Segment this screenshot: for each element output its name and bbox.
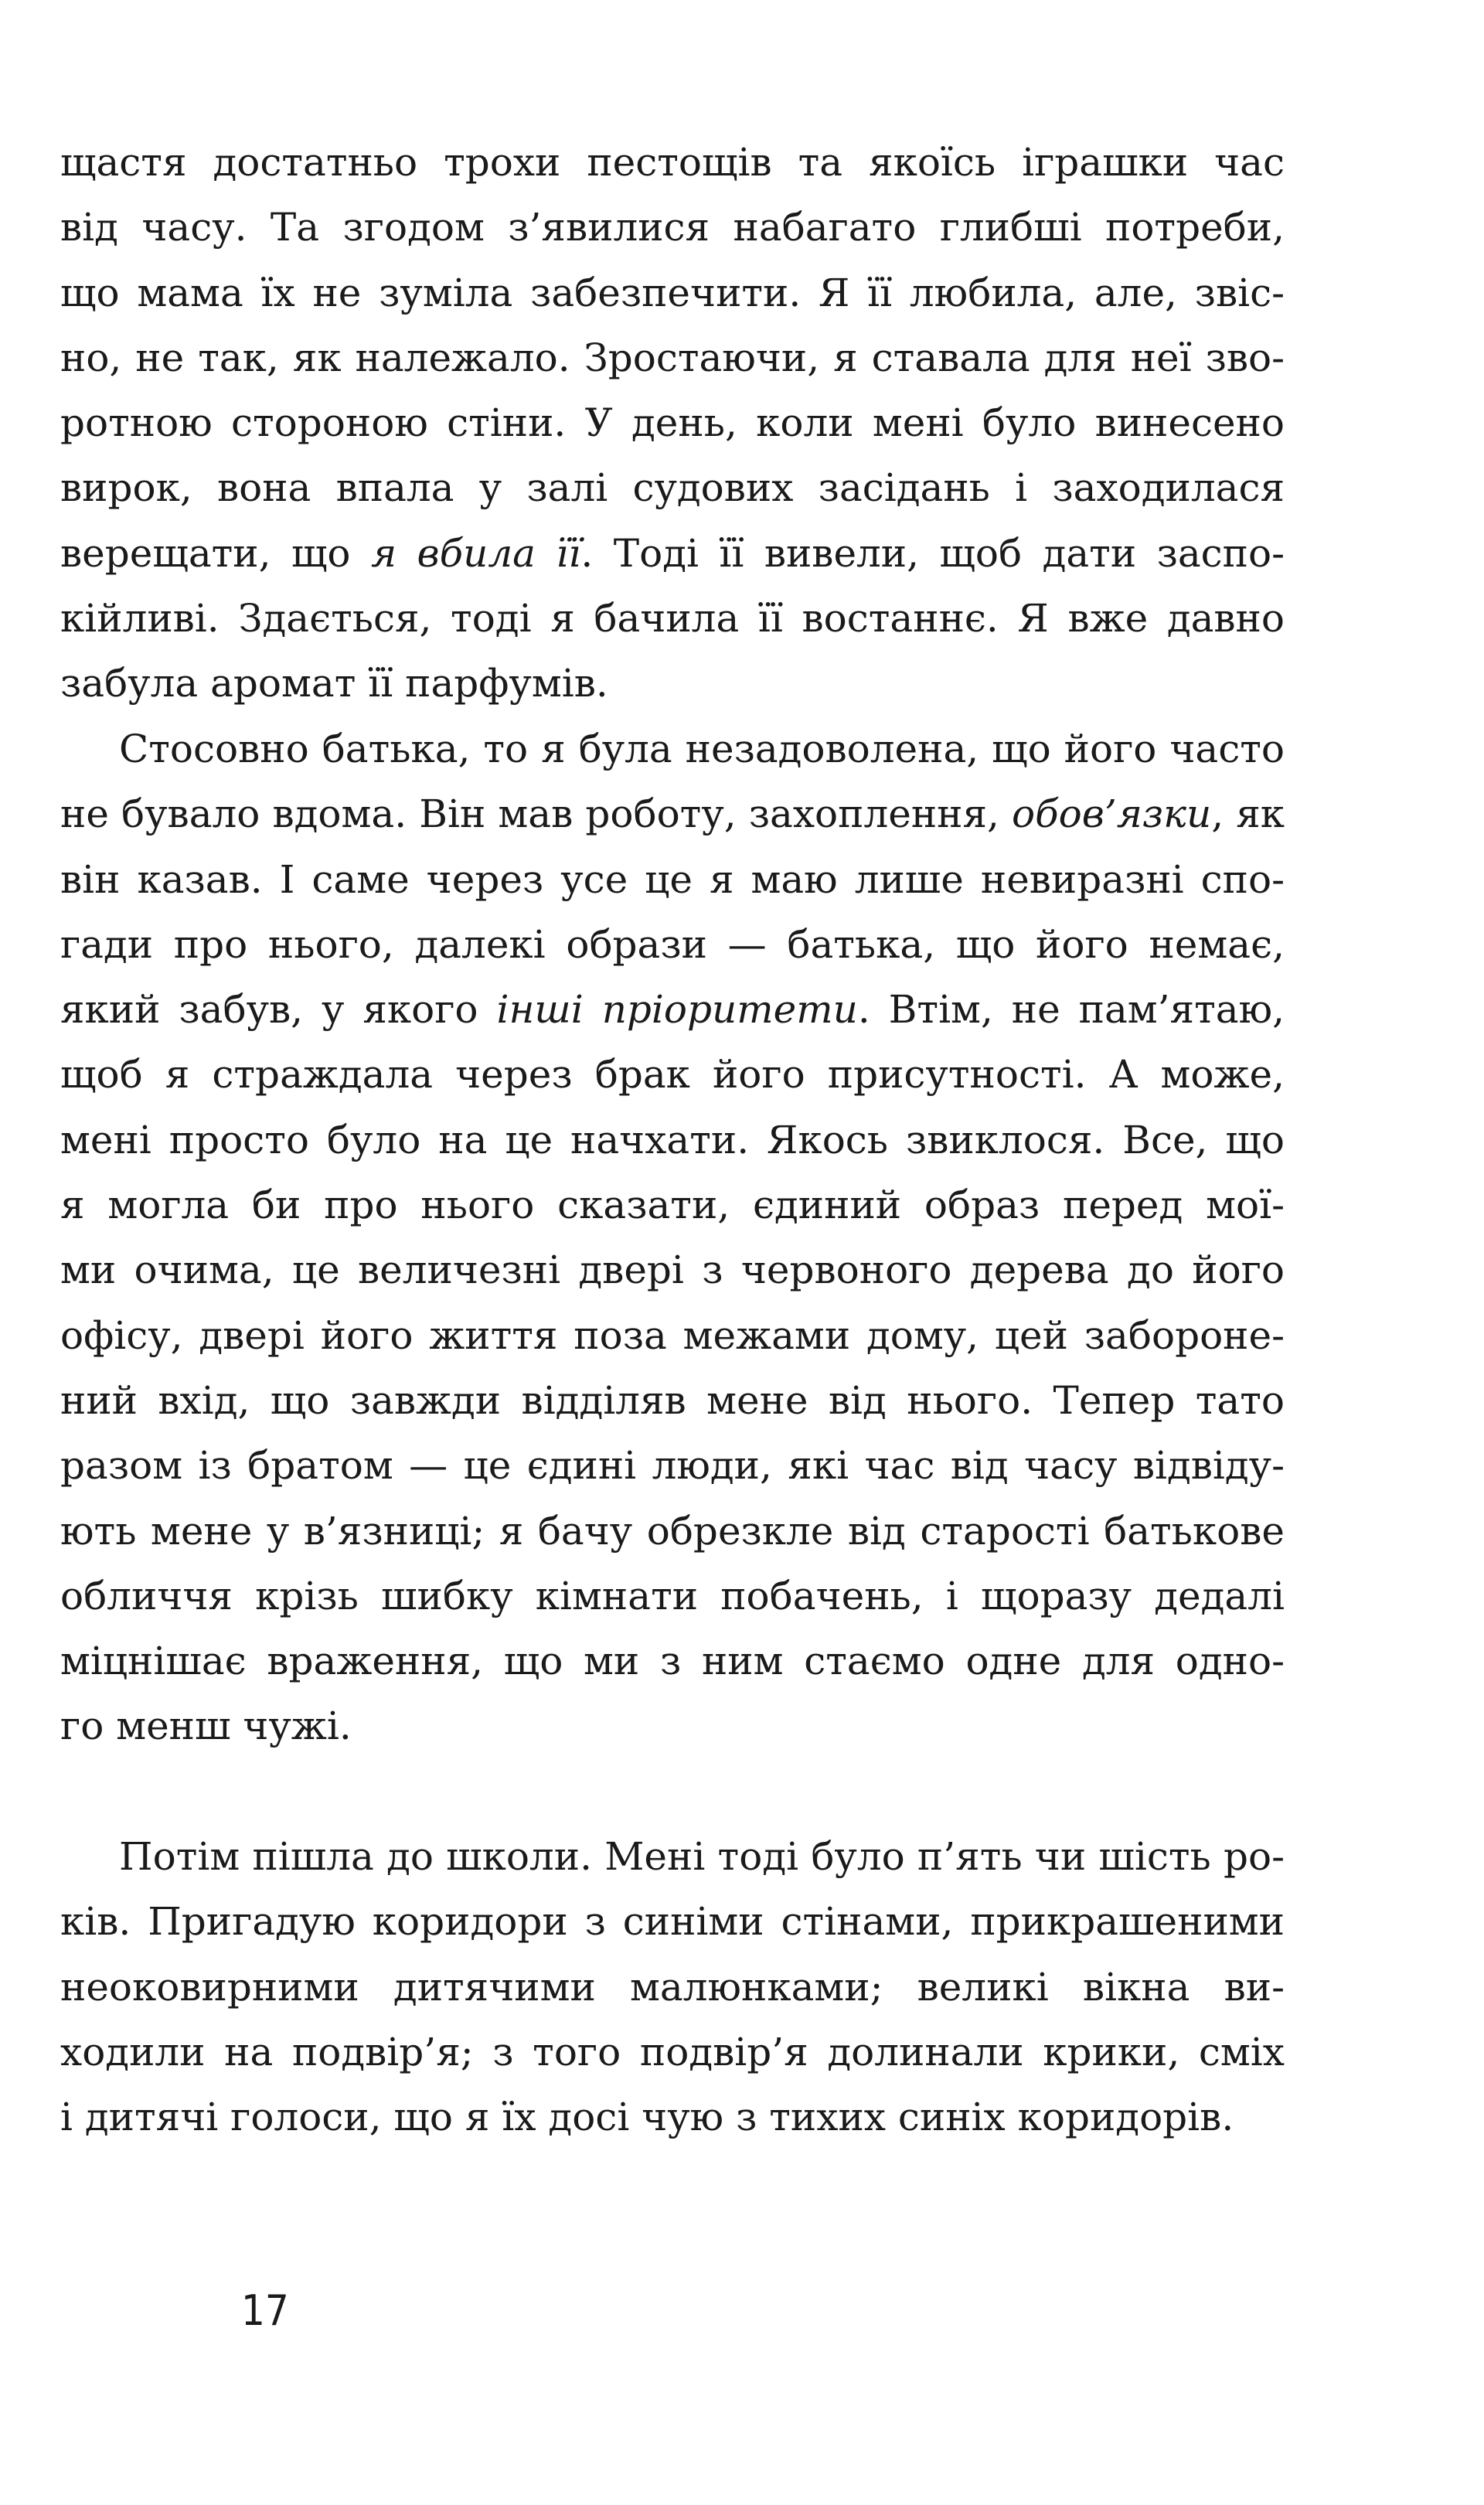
text-segment: не бувало вдома. Він мав роботу, захоплення, [60, 791, 1013, 837]
text-line: ротною стороною стіни. У день, коли мені було винесено [60, 400, 1285, 446]
text-line: ють мене у в’язниці; я бачу обрезкле від старості батькове [60, 1508, 1285, 1554]
text-line: го менш чужі. [60, 1703, 352, 1749]
text-line: ходили на подвір’я; з того подвір’я долинали крики, сміх [60, 2029, 1285, 2074]
text-segment: . Тоді її вивели, щоб дати заспо- [580, 530, 1285, 576]
page-number: 17 [241, 2286, 289, 2335]
text-line: Стосовно батька, то я була незадоволена, що його часто [119, 727, 1285, 771]
text-line: неоковирними дитячими малюнками; великі вікна ви- [60, 1964, 1285, 2010]
text-line: но, не так, як належало. Зростаючи, я ставала для неї зво- [60, 335, 1285, 380]
text-line: ми очима, це величезні двері з червоного дерева до його [60, 1247, 1285, 1293]
text-line: від часу. Та згодом з’явилися набагато глибші потреби, [60, 205, 1285, 250]
text-segment: який забув, у якого [60, 987, 497, 1033]
paragraph-mother [60, 130, 1285, 716]
text-line [60, 781, 1285, 846]
text-line: я могла би про нього сказати, єдиний образ перед мої- [60, 1183, 1285, 1228]
text-line: ків. Пригадую коридори з синіми стінами, прикрашеними [60, 1899, 1285, 1945]
text-line: щоб я страждала через брак його присутності. А може, [60, 1052, 1285, 1098]
text-line: вирок, вона впала у залі судових засідань і заходилася [60, 465, 1285, 511]
text-line: ний вхід, що завжди відділяв мене від нього. Тепер тато [60, 1377, 1285, 1423]
text-segment: . Втім, не пам’ятаю, [857, 987, 1285, 1033]
paragraph-school [60, 1824, 1285, 2149]
text-line: він казав. І саме через усе це я маю лише невиразні спо- [60, 856, 1285, 902]
text-line: разом із братом — це єдині люди, які час від часу відвіду- [60, 1443, 1285, 1489]
text-line: кійливі. Здається, тоді я бачила її востаннє. Я вже давно [60, 596, 1285, 642]
text-line: офісу, двері його життя поза межами дому, цей заборонe- [60, 1312, 1285, 1358]
text-line: міцнішає враження, що ми з ним стаємо одне для одно- [60, 1639, 1285, 1684]
text-line: мені просто було на це начхати. Якось звиклося. Все, що [60, 1117, 1285, 1162]
italic-phrase: обов’язки [1012, 791, 1212, 837]
text-line: забула аромат її парфумів. [60, 661, 608, 706]
text-line [60, 977, 1285, 1042]
text-line: що мама їх не зуміла забезпечити. Я її любила, але, звіс- [60, 270, 1285, 315]
italic-phrase: інші пріоритети [496, 987, 858, 1033]
paragraph-father [60, 716, 1285, 1759]
text-line: обличчя крізь шибку кімнати побачень, і щоразу дедалі [60, 1573, 1285, 1618]
text-line: і дитячі голоси, що я їх досі чую з тихих синіх коридорів. [60, 2095, 1234, 2140]
text-line: Потім пішла до школи. Мені тоді було п’ять чи шість ро- [119, 1834, 1285, 1879]
text-segment: , як [1211, 791, 1285, 837]
text-segment: верещати, що [60, 530, 371, 576]
italic-phrase: я вбила її [370, 530, 581, 576]
text-line [60, 521, 1285, 586]
text-line: гади про нього, далекі образи — батька, що його немає, [60, 921, 1285, 967]
text-line: щастя достатньо трохи пестощів та якоїсь іграшки час [60, 140, 1285, 185]
